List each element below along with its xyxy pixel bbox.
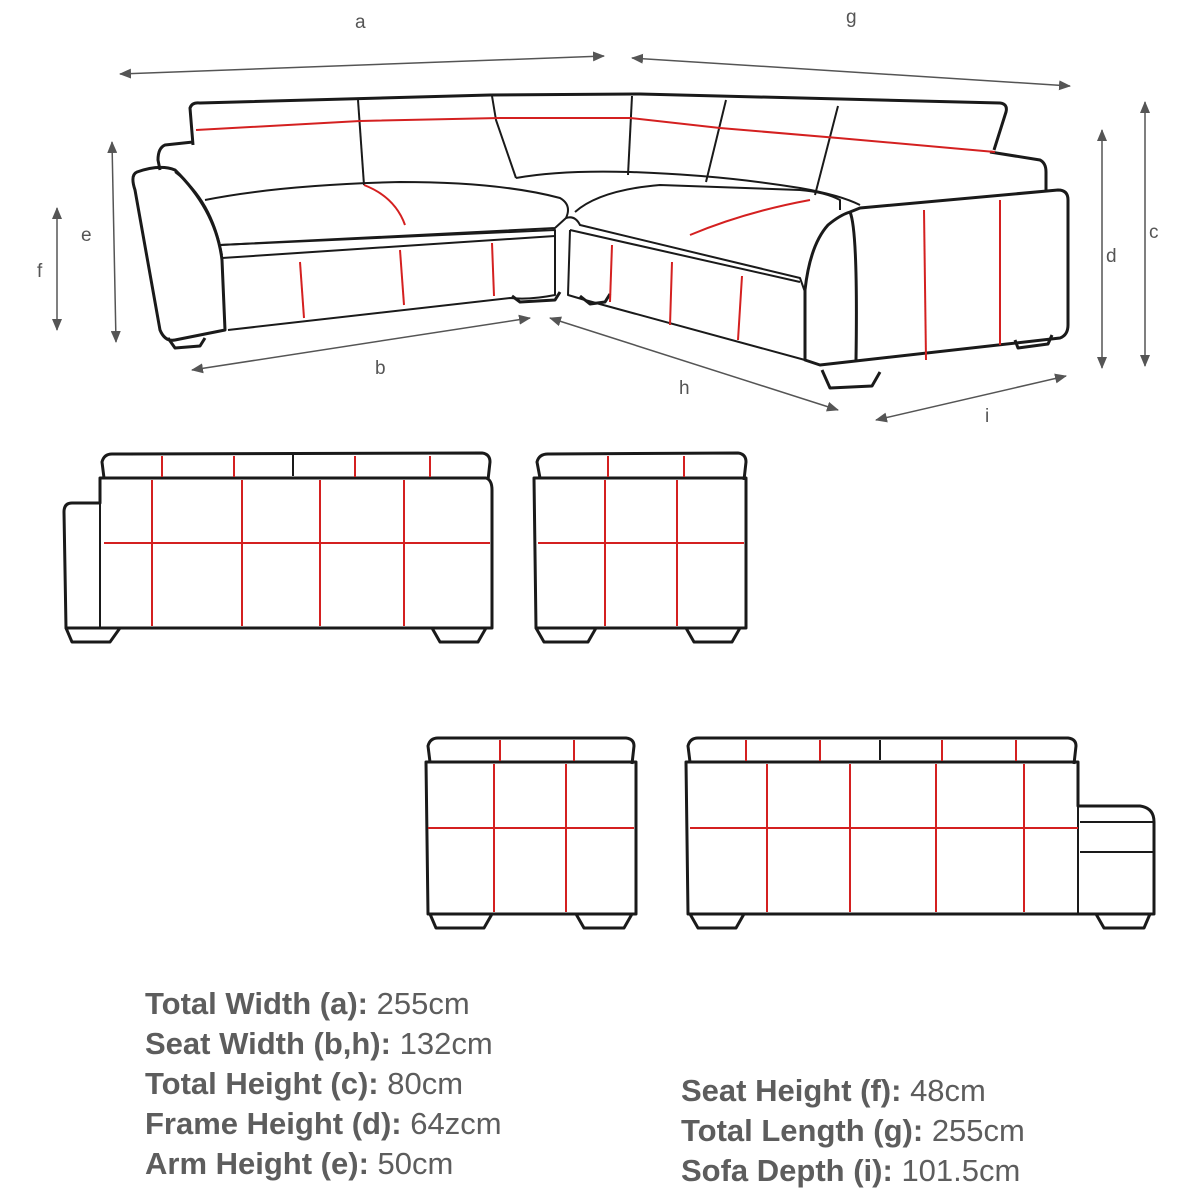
spec-label: Seat Width (b,h): [145, 1026, 391, 1061]
module-one-seater-seams [428, 740, 634, 912]
spec-value: 80cm [387, 1066, 464, 1101]
spec-label: Seat Height (f): [681, 1073, 902, 1108]
corner-sofa-perspective [133, 94, 1068, 388]
module-two-seater-right-arm-seams [690, 740, 1078, 912]
dim-label-b: b [375, 358, 386, 379]
dim-arrow-b [192, 318, 530, 370]
module-two-seater-right-arm [686, 738, 1154, 928]
spec-label: Total Height (c): [145, 1066, 379, 1101]
spec-total-length [681, 1111, 1025, 1151]
dim-arrow-a [120, 56, 604, 74]
dim-arrow-h [550, 318, 838, 410]
spec-label: Frame Height (d): [145, 1106, 402, 1141]
dim-label-e: e [81, 225, 92, 246]
corner-sofa-seams [196, 118, 1000, 360]
module-corner-unit [534, 453, 746, 642]
spec-value: 48cm [910, 1073, 986, 1108]
spec-label: Arm Height (e): [145, 1146, 369, 1181]
spec-value: 64zcm [410, 1106, 502, 1141]
dimension-labels [37, 7, 1159, 427]
spec-seat-width [145, 1024, 493, 1064]
spec-frame-height [145, 1104, 502, 1144]
spec-value: 132cm [399, 1026, 493, 1061]
dim-arrow-e [112, 142, 116, 342]
dim-label-h: h [679, 378, 690, 399]
spec-value: 50cm [377, 1146, 454, 1181]
spec-sofa-depth [681, 1151, 1020, 1191]
module-corner-unit-seams [538, 456, 744, 626]
dim-label-a: a [355, 12, 366, 33]
spec-arm-height [145, 1144, 453, 1184]
spec-value: 255cm [376, 986, 470, 1021]
module-two-seater-left-arm [64, 453, 492, 642]
dim-arrow-g [632, 58, 1070, 86]
dim-label-i: i [985, 406, 990, 427]
dim-label-d: d [1106, 246, 1117, 267]
module-one-seater [426, 738, 636, 928]
spec-value: 255cm [931, 1113, 1025, 1148]
dim-label-c: c [1149, 222, 1159, 243]
dim-label-f: f [37, 261, 43, 282]
dim-label-g: g [846, 7, 857, 28]
spec-value: 101.5cm [901, 1153, 1021, 1188]
module-two-seater-left-arm-seams [104, 456, 490, 626]
dim-arrow-i [876, 376, 1066, 420]
spec-seat-height [681, 1071, 986, 1111]
spec-total-width [145, 984, 470, 1024]
spec-label: Sofa Depth (i): [681, 1153, 893, 1188]
spec-label: Total Length (g): [681, 1113, 924, 1148]
spec-total-height [145, 1064, 463, 1104]
spec-label: Total Width (a): [145, 986, 368, 1021]
